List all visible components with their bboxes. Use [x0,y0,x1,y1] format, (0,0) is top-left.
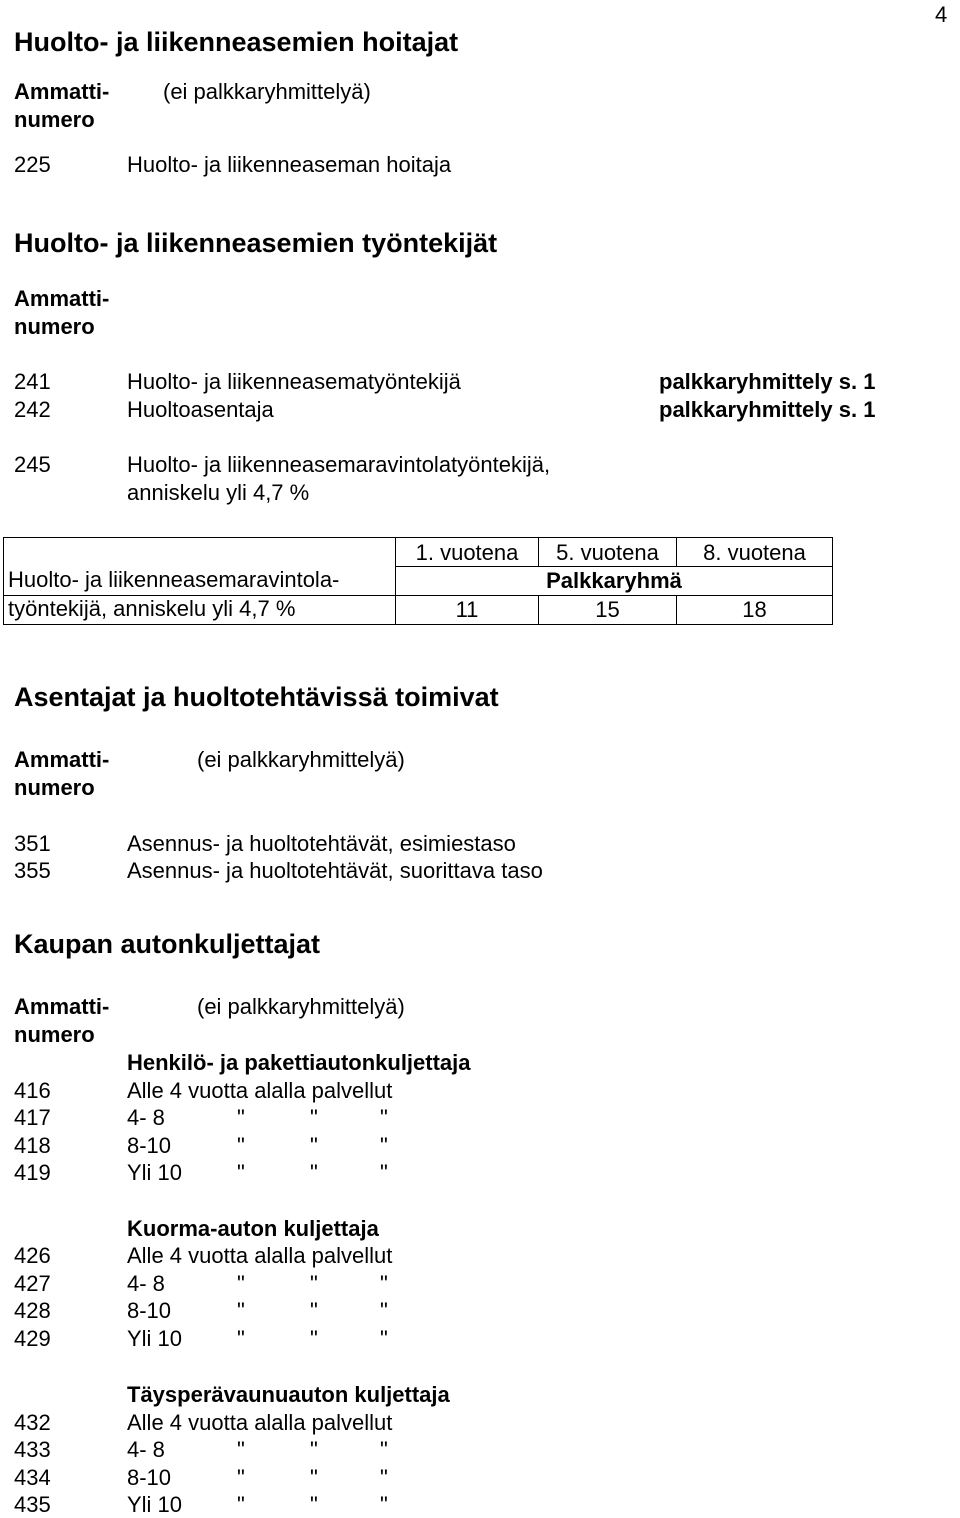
salary-grouping-reference: palkkaryhmittely s. 1 [659,369,876,394]
table-row-label-continued: työntekijä, anniskelu yli 4,7 % [8,596,296,621]
no-grouping-note: (ei palkkaryhmittelyä) [197,994,405,1019]
ditto-mark: " [380,1133,388,1158]
ditto-mark: " [310,1160,318,1185]
occupation-number: 428 [14,1298,51,1323]
occupation-description-continued: anniskelu yli 4,7 % [127,480,310,505]
salary-group-header: Palkkaryhmä [546,568,682,593]
salary-group-table [3,537,833,625]
occupation-description: 4- 8 [127,1271,165,1296]
page-number: 4 [935,2,948,27]
column-header-ammatti: Ammatti- [14,286,110,311]
ditto-mark: " [380,1437,388,1462]
occupation-number: 416 [14,1078,51,1103]
ditto-mark: " [310,1326,318,1351]
occupation-number: 241 [14,369,51,394]
ditto-mark: " [237,1160,245,1185]
occupation-number: 426 [14,1243,51,1268]
salary-group-value: 11 [455,597,479,622]
ditto-mark: " [237,1271,245,1296]
section-title-autonkuljettajat: Kaupan autonkuljettajat [14,929,321,959]
occupation-description: Alle 4 vuotta alalla palvellut [127,1078,393,1103]
occupation-description: Yli 10 [127,1326,183,1351]
ditto-mark: " [310,1133,318,1158]
occupation-number: 351 [14,831,51,856]
ditto-mark: " [380,1465,388,1490]
ditto-mark: " [310,1105,318,1130]
occupation-description: 8-10 [127,1465,172,1490]
ditto-mark: " [237,1298,245,1323]
salary-group-value: 18 [742,597,767,622]
table-rule [3,537,4,625]
ditto-mark: " [310,1298,318,1323]
column-header-ammatti: Ammatti- [14,994,110,1019]
column-header-numero: numero [14,314,95,339]
occupation-number: 355 [14,858,51,883]
occupation-number: 419 [14,1160,51,1185]
occupation-number: 245 [14,452,51,477]
occupation-description: Huolto- ja liikenneasemaravintolatyöntekijä, [127,452,551,477]
column-header-ammatti: Ammatti- [14,747,110,772]
no-grouping-note: (ei palkkaryhmittelyä) [163,79,371,104]
occupation-description: 8-10 [127,1298,172,1323]
ditto-mark: " [380,1160,388,1185]
occupation-number: 435 [14,1492,51,1517]
occupation-description: 4- 8 [127,1105,165,1130]
occupation-number: 242 [14,397,51,422]
driver-group-title: Kuorma-auton kuljettaja [127,1216,379,1241]
ditto-mark: " [237,1437,245,1462]
ditto-mark: " [380,1271,388,1296]
occupation-number: 429 [14,1326,51,1351]
ditto-mark: " [310,1437,318,1462]
occupation-description: Asennus- ja huoltotehtävät, suorittava taso [127,858,543,883]
occupation-description: Asennus- ja huoltotehtävät, esimiestaso [127,831,516,856]
occupation-number: 432 [14,1410,51,1435]
table-rule [3,537,833,538]
year-header: 1. vuotena [415,540,519,565]
salary-grouping-reference: palkkaryhmittely s. 1 [659,397,876,422]
column-header-numero: numero [14,107,95,132]
ditto-mark: " [237,1492,245,1517]
occupation-description: Huolto- ja liikenneaseman hoitaja [127,152,452,177]
no-grouping-note: (ei palkkaryhmittelyä) [197,747,405,772]
occupation-description: Yli 10 [127,1492,183,1517]
ditto-mark: " [380,1326,388,1351]
column-header-numero: numero [14,1022,95,1047]
occupation-description: Huoltoasentaja [127,397,274,422]
section-title-hoitajat: Huolto- ja liikenneasemien hoitajat [14,27,459,57]
occupation-number: 433 [14,1437,51,1462]
salary-group-value: 15 [595,597,620,622]
ditto-mark: " [310,1271,318,1296]
driver-group-title: Täysperävaunuauton kuljettaja [127,1382,450,1407]
ditto-mark: " [310,1465,318,1490]
table-rule [3,624,833,625]
ditto-mark: " [380,1492,388,1517]
occupation-description: Alle 4 vuotta alalla palvellut [127,1243,393,1268]
occupation-description: Alle 4 vuotta alalla palvellut [127,1410,393,1435]
occupation-number: 418 [14,1133,51,1158]
ditto-mark: " [237,1133,245,1158]
occupation-number: 427 [14,1271,51,1296]
ditto-mark: " [380,1105,388,1130]
occupation-number: 434 [14,1465,51,1490]
occupation-number: 225 [14,152,51,177]
year-header: 8. vuotena [703,540,806,565]
ditto-mark: " [237,1465,245,1490]
year-header: 5. vuotena [556,540,659,565]
occupation-description: Huolto- ja liikenneasematyöntekijä [127,369,461,394]
occupation-number: 417 [14,1105,51,1130]
table-row-label: Huolto- ja liikenneasemaravintola- [8,567,340,592]
column-header-numero: numero [14,775,95,800]
occupation-description: Yli 10 [127,1160,183,1185]
ditto-mark: " [380,1298,388,1323]
ditto-mark: " [310,1492,318,1517]
table-rule [832,537,833,625]
occupation-description: 4- 8 [127,1437,165,1462]
section-title-asentajat: Asentajat ja huoltotehtävissä toimivat [14,682,499,712]
section-title-tyontekijat: Huolto- ja liikenneasemien työntekijät [14,228,498,258]
ditto-mark: " [237,1105,245,1130]
driver-group-title: Henkilö- ja pakettiautonkuljettaja [127,1050,471,1075]
table-rule [395,566,833,567]
occupation-description: 8-10 [127,1133,172,1158]
ditto-mark: " [237,1326,245,1351]
column-header-ammatti: Ammatti- [14,79,110,104]
